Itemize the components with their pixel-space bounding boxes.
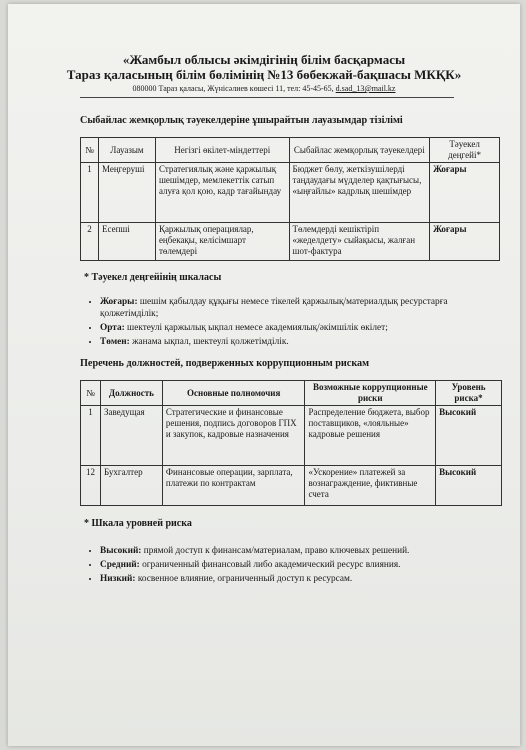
document-page xyxy=(8,4,520,746)
list-item xyxy=(100,559,480,571)
risk-level-cell: Высокий xyxy=(436,406,502,466)
column-header: Возможные коррупционные риски xyxy=(305,381,436,406)
ru-scale-list xyxy=(88,545,480,587)
list-item xyxy=(100,296,480,320)
column-header: № xyxy=(81,381,101,406)
column-header: Тәуекел деңгейі* xyxy=(430,138,500,163)
email-link[interactable]: d.sad_13@mail.kz xyxy=(335,84,396,93)
org-header-line1: «Жамбыл облысы әкімдігінің білім басқармасы xyxy=(122,52,406,67)
column-header: Сыбайлас жемқорлық тәуекелдері xyxy=(289,138,430,163)
level-term: Средний: xyxy=(100,560,140,570)
column-header: Должность xyxy=(100,381,162,406)
duties-cell: Финансовые операции, зарплата, платежи по контрактам xyxy=(162,466,305,506)
position-cell: Меңгеруші xyxy=(98,163,155,223)
row-number: 1 xyxy=(81,163,99,223)
ru-scale-title: * Шкала уровней риска xyxy=(84,518,192,529)
level-term: Төмен: xyxy=(100,337,130,347)
risks-cell: Бюджет бөлу, жеткізушілерді таңдаудағы мүдделер қақтығысы, «ыңғайлы» кадрлық шешімдер xyxy=(289,163,430,223)
org-header-line2: Тараз қаласының білім бөлімінің №13 бөбекжай-бақшасы МКҚК» xyxy=(66,67,462,82)
header-divider xyxy=(80,97,454,98)
risk-level-cell: Жоғары xyxy=(430,223,500,261)
org-address xyxy=(8,84,520,94)
level-description: косвенное влияние, ограниченный доступ к ресурсам. xyxy=(135,574,353,584)
kz-risk-table xyxy=(80,137,500,261)
level-description: шектеулі қаржылық ықпал немесе академиялық/әкімшілік өкілет; xyxy=(124,323,388,333)
risk-level-cell: Высокий xyxy=(436,466,502,506)
level-term: Орта: xyxy=(100,323,125,333)
position-cell: Бухгалтер xyxy=(100,466,162,506)
ru-risk-table xyxy=(80,380,502,506)
table-header-row xyxy=(81,138,500,163)
list-item xyxy=(100,322,480,334)
level-term: Жоғары: xyxy=(100,297,138,307)
address-text: 080000 Тараз қаласы, Жүнісәлиев көшесі 11, тел: 45-45-65, xyxy=(132,84,336,93)
kz-scale-title: * Тәуекел деңгейінің шкаласы xyxy=(84,272,222,283)
column-header: Уровень риска* xyxy=(436,381,502,406)
column-header: Основные полномочия xyxy=(162,381,305,406)
row-number: 2 xyxy=(81,223,99,261)
duties-cell: Стратегические и финансовые решения, подпись договоров ГПХ и закупок, кадровые назначения xyxy=(162,406,305,466)
row-number: 1 xyxy=(81,406,101,466)
duties-cell: Қаржылық операциялар, еңбекақы, келісімшарт төлемдері xyxy=(155,223,289,261)
table-row xyxy=(81,223,500,261)
list-item xyxy=(100,573,480,585)
risks-cell: Төлемдерді кешіктіріп «жеделдету» сыйақысы, жалған шот-фактура xyxy=(289,223,430,261)
column-header: Негізгі өкілет-міндеттері xyxy=(155,138,289,163)
level-description: жанама ықпал, шектеулі қолжетімділік. xyxy=(129,337,289,347)
risk-level-cell: Жоғары xyxy=(430,163,500,223)
column-header: № xyxy=(81,138,99,163)
duties-cell: Стратегиялық және қаржылық шешімдер, мемлекеттік сатып алуға қол қою, кадр тағайындау xyxy=(155,163,289,223)
table-row xyxy=(81,466,502,506)
table-row xyxy=(81,406,502,466)
level-term: Высокий: xyxy=(100,546,142,556)
list-item xyxy=(100,545,480,557)
level-description: прямой доступ к финансам/материалам, право ключевых решений. xyxy=(141,546,410,556)
level-description: ограниченный финансовый либо академический ресурс влияния. xyxy=(139,560,401,570)
position-cell: Есепші xyxy=(98,223,155,261)
level-description: шешім қабылдау құқығы немесе тікелей қаржылық/материалдық ресурстарға қолжетімділік; xyxy=(100,297,448,319)
ru-section-title: Перечень должностей, подверженных коррупционным рискам xyxy=(80,358,370,369)
list-item xyxy=(100,336,480,348)
column-header: Лауазым xyxy=(98,138,155,163)
table-row xyxy=(81,163,500,223)
level-term: Низкий: xyxy=(100,574,136,584)
kz-scale-list xyxy=(88,296,480,350)
position-cell: Заведущая xyxy=(100,406,162,466)
table-header-row xyxy=(81,381,502,406)
risks-cell: «Ускорение» платежей за вознаграждение, фиктивные счета xyxy=(305,466,436,506)
kz-section-title: Сыбайлас жемқорлық тәуекелдеріне ұшырайтын лауазымдар тізілімі xyxy=(80,115,403,126)
risks-cell: Распределение бюджета, выбор поставщиков, «лояльные» кадровые решения xyxy=(305,406,436,466)
row-number: 12 xyxy=(81,466,101,506)
